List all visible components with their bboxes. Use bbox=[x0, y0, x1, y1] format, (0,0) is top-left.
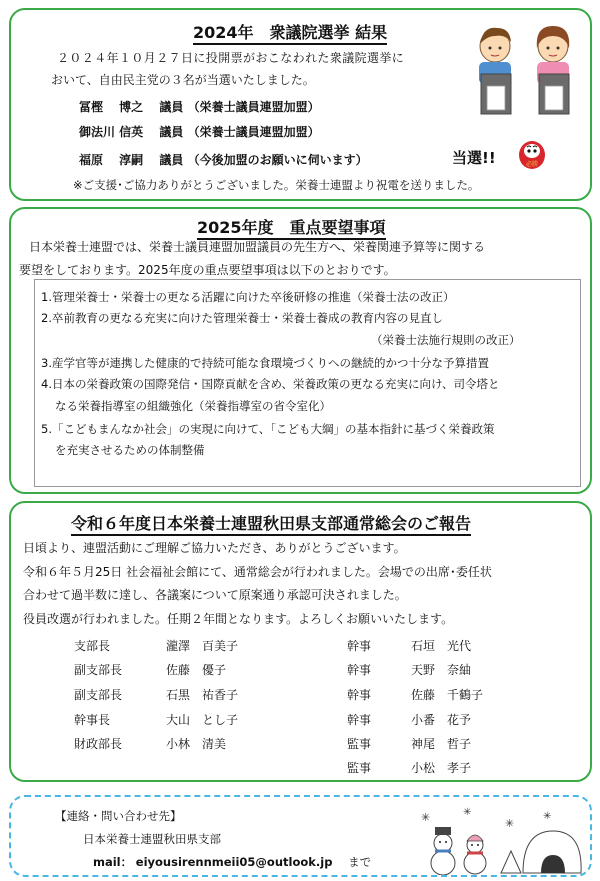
officer-row: 財政部長 bbox=[74, 737, 123, 751]
officer-row: 副支部長 bbox=[74, 688, 123, 702]
officer-name: 神尾 哲子 bbox=[411, 737, 472, 751]
election-intro-2: おいて、自由民主党の３名が当選いたしました。 bbox=[51, 73, 315, 87]
meeting-body-line: 日頃より、連盟活動にご理解ご協力いただき、ありがとうございます。 bbox=[23, 541, 406, 555]
contact-heading: 【連絡・問い合わせ先】 bbox=[55, 809, 182, 823]
officer-row: 監事 bbox=[347, 737, 372, 751]
officer-name: 佐藤 千鶴子 bbox=[411, 688, 484, 702]
officer-row: 幹事長 bbox=[74, 713, 111, 727]
list-item: なる栄養指導室の組織強化（栄養指導室の省令室化） bbox=[55, 399, 331, 413]
election-intro-1: ２０２４年１０月２７日に投開票がおこなわれた衆議院選挙に bbox=[57, 51, 405, 65]
list-item: を充実させるための体制整備 bbox=[55, 443, 205, 457]
meeting-title: 令和６年度日本栄養士連盟秋田県支部通常総会のご報告 bbox=[71, 511, 471, 534]
mail-suffix: まで bbox=[348, 855, 372, 869]
election-thanks: ※ご支援･ご協力ありがとうございました。栄養士連盟より祝電を送りました。 bbox=[73, 178, 480, 192]
svg-text:✳: ✳ bbox=[463, 807, 472, 818]
list-item: （栄養士法施行規則の改正） bbox=[371, 333, 521, 347]
member-row: 福原 淳嗣 議員 （今後加盟のお願いに伺います） bbox=[79, 153, 368, 167]
priority-requests-section bbox=[9, 207, 592, 494]
officer-row: 幹事 bbox=[347, 713, 372, 727]
voters-illustration bbox=[465, 18, 585, 120]
officer-name: 石垣 光代 bbox=[411, 639, 472, 653]
list-item: 5.「こどもまんなか社会」の実現に向けて、「こども大綱」の基本指針に基づく栄養政策 bbox=[41, 422, 495, 436]
officer-name: 石黒 祐香子 bbox=[166, 688, 239, 702]
officer-name: 小番 花予 bbox=[411, 713, 472, 727]
requests-intro-1: 日本栄養士連盟では、栄養士議員連盟加盟議員の先生方へ、栄養関連予算等に関する bbox=[29, 240, 486, 254]
requests-intro-2: 要望をしております。2025年度の重点要望事項は以下のとおりです。 bbox=[19, 263, 396, 277]
meeting-body-line: 令和６年５月25日 社会福祉会館にて、通常総会が行われました。会場での出席･委任状 bbox=[23, 565, 492, 579]
election-results-section bbox=[9, 8, 592, 201]
officer-row: 副支部長 bbox=[74, 663, 123, 677]
requests-list bbox=[34, 279, 581, 487]
officer-row: 幹事 bbox=[347, 639, 372, 653]
officer-name: 天野 奈紬 bbox=[411, 663, 472, 677]
member-row: 冨樫 博之 議員 （栄養士議員連盟加盟） bbox=[79, 100, 320, 114]
contact-org: 日本栄養士連盟秋田県支部 bbox=[83, 832, 221, 846]
snowmen-illustration bbox=[413, 801, 583, 875]
contact-section bbox=[9, 795, 592, 877]
election-title: 2024年 衆議院選挙 結果 bbox=[193, 20, 387, 43]
win-label: 当選!! bbox=[452, 149, 496, 167]
officer-name: 大山 とし子 bbox=[166, 713, 239, 727]
meeting-body-line: 役員改選が行われました。任期２年間となります。よろしくお願いいたします。 bbox=[23, 612, 454, 626]
officer-name: 小林 清美 bbox=[166, 737, 227, 751]
daruma-icon bbox=[517, 138, 547, 170]
svg-text:✳: ✳ bbox=[543, 811, 552, 822]
officer-row: 幹事 bbox=[347, 663, 372, 677]
list-item: 2.卒前教育の更なる充実に向けた管理栄養士・栄養士養成の教育内容の見直し bbox=[41, 311, 443, 325]
mail-label: mail： bbox=[93, 855, 133, 869]
svg-text:✳: ✳ bbox=[505, 817, 515, 830]
list-item: 4.日本の栄養政策の国際発信・国際貢献を含め、栄養政策の更なる充実に向け、司令塔と bbox=[41, 377, 500, 391]
member-row: 御法川 信英 議員 （栄養士議員連盟加盟） bbox=[79, 125, 320, 139]
meeting-report-section bbox=[9, 501, 592, 782]
officer-name: 小松 孝子 bbox=[411, 761, 472, 775]
svg-text:✳: ✳ bbox=[421, 811, 431, 824]
officer-name: 佐藤 優子 bbox=[166, 663, 227, 677]
meeting-body-line: 合わせて過半数に達し、各議案について原案通り承認可決されました。 bbox=[23, 588, 407, 602]
svg-text:必勝: 必勝 bbox=[525, 161, 539, 168]
list-item: 1.管理栄養士・栄養士の更なる活躍に向けた卒後研修の推進（栄養士法の改正） bbox=[41, 290, 455, 304]
list-item: 3.産学官等が連携した健康的で持続可能な食環境づくりへの継続的かつ十分な予算措置 bbox=[41, 356, 489, 370]
officer-row: 監事 bbox=[347, 761, 372, 775]
contact-mail-row bbox=[93, 854, 371, 870]
mail-address[interactable]: eiyousirennmeii05@outlook.jp bbox=[135, 855, 333, 869]
requests-title: 2025年度 重点要望事項 bbox=[197, 215, 386, 238]
officer-row: 幹事 bbox=[347, 688, 372, 702]
officer-name: 瀧澤 百美子 bbox=[166, 639, 239, 653]
officer-row: 支部長 bbox=[74, 639, 111, 653]
